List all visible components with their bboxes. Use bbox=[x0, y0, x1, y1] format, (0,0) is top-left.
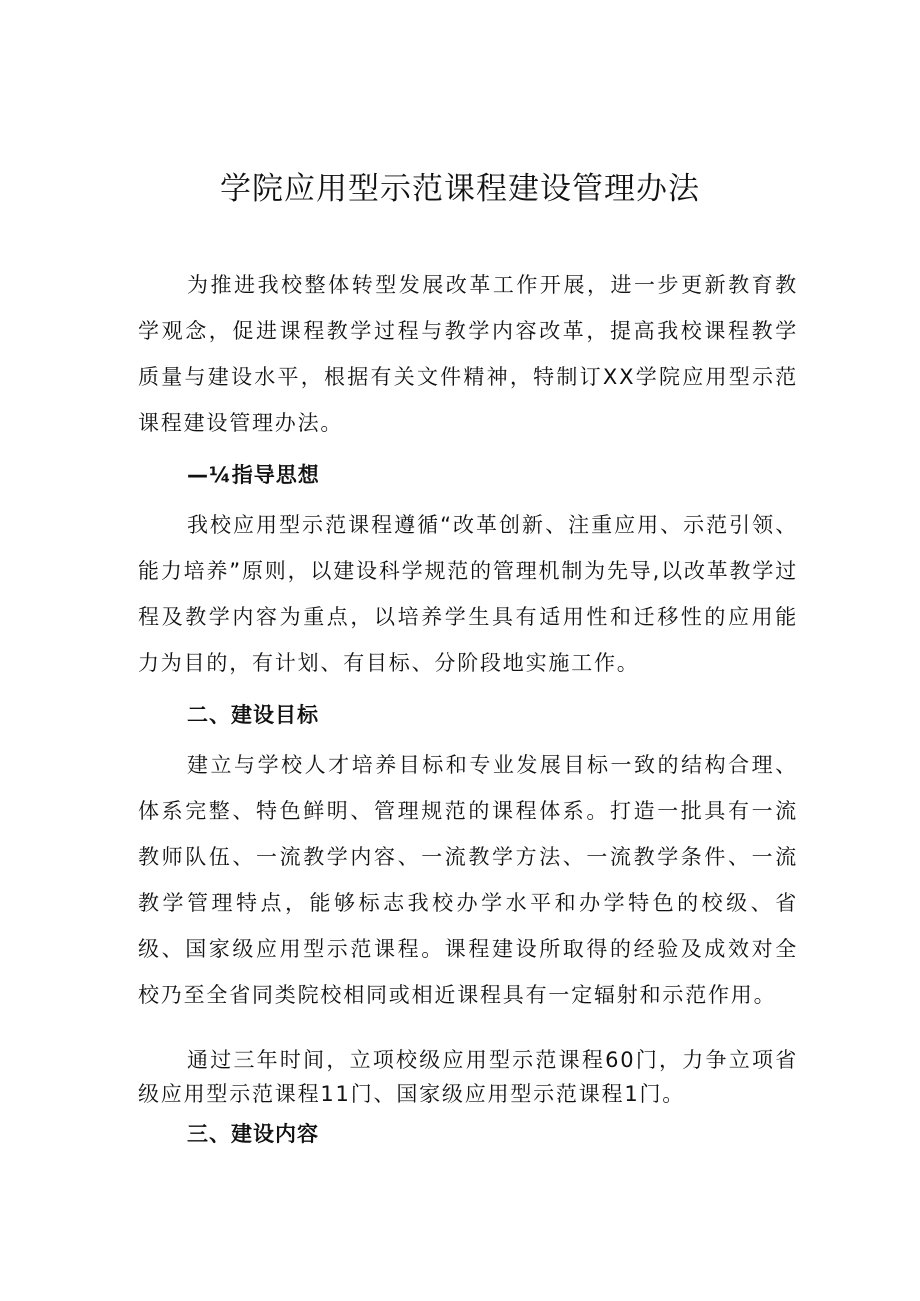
intro-paragraph: 为推进我校整体转型发展改革工作开展，进一步更新教育教学观念，促进课程教学过程与教学内容改革，提高我校课程教学质量与建设水平，根据有关文件精神，特制订XX学院应用型示范课程建设管理办法。 bbox=[138, 273, 798, 435]
section-heading-construction-goals: 二、建设目标 bbox=[187, 703, 319, 727]
guiding-ideology-paragraph: 我校应用型示范课程遵循“改革创新、注重应用、示范引领、能力培养”原则，以建设科学规范的管理机制为先导,以改革教学过程及教学内容为重点，以培养学生具有适用性和迁移性的应用能力为目的，有计划、有目标、分阶段地实施工作。 bbox=[138, 513, 798, 675]
section-heading-guiding-ideology: —¼指导思想 bbox=[187, 463, 320, 487]
construction-goals-paragraph: 建立与学校人才培养目标和专业发展目标一致的结构合理、体系完整、特色鲜明、管理规范的课程体系。打造一批具有一流教师队伍、一流教学内容、一流教学方法、一流教学条件、一流教学管理特点，能够标志我校办学水平和办学特色的校级、省级、国家级应用型示范课程。课程建设所取得的经验及成效对全校乃至全省同类院校相同或相近课程具有一定辐射和示范作用。 bbox=[138, 753, 798, 1007]
three-year-target-paragraph: 通过三年时间，立项校级应用型示范课程60门，力争立项省级应用型示范课程11门、国家级应用型示范课程1门。 bbox=[138, 1048, 798, 1106]
document-title: 学院应用型示范课程建设管理办法 bbox=[220, 171, 700, 207]
section-heading-construction-content: 三、建设内容 bbox=[187, 1122, 319, 1146]
